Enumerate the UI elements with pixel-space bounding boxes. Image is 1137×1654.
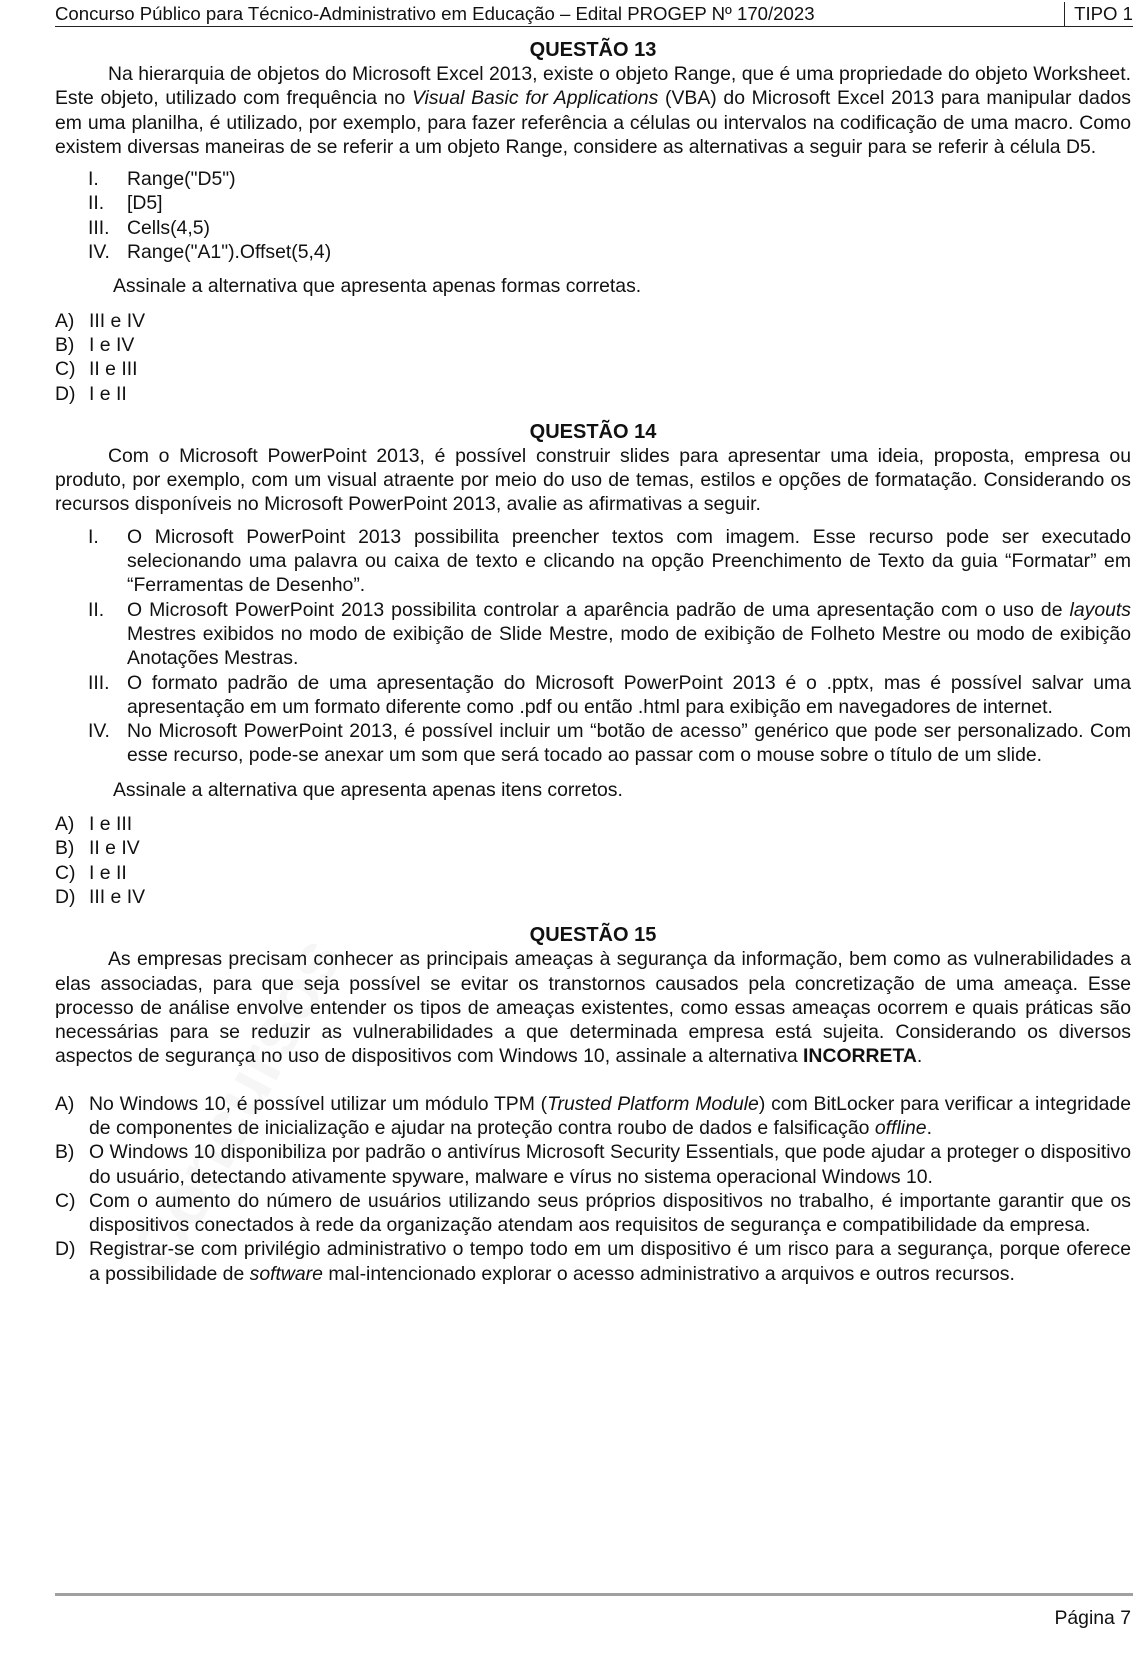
- option-text: I e III: [89, 813, 133, 836]
- option-text: mal-intencionado explorar o acesso administrativo a arquivos e outros recursos.: [322, 1262, 1015, 1285]
- option-text: II e IV: [89, 837, 140, 860]
- answer-option[interactable]: [55, 357, 1131, 381]
- statement-item: [55, 240, 1131, 264]
- statement-number: I.: [88, 168, 99, 191]
- answer-options: [55, 812, 1131, 909]
- statement-number: II.: [88, 192, 105, 215]
- statement-italic: layouts: [1069, 598, 1131, 621]
- option-letter: B): [55, 1141, 75, 1164]
- option-text: Registrar-se com privilégio administrativo o tempo todo em um dispositivo é um risco para a segurança, porque oferece a possibilidade de: [89, 1238, 1131, 1285]
- answer-option[interactable]: [55, 382, 1131, 406]
- statement-text: O Microsoft PowerPoint 2013 possibilita preencher textos com imagem. Esse recurso pode ser executado selecionando uma palavra ou caixa de texto e clicando na opção Preenchimento de Texto da guia “Formatar” em “Ferramentas de Desenho”.: [127, 525, 1131, 597]
- option-text: III e IV: [89, 309, 146, 332]
- option-letter: C): [55, 861, 76, 884]
- question-intro: Com o Microsoft PowerPoint 2013, é possível construir slides para apresentar uma ideia, proposta, empresa ou produto, por exemplo, com um visual atraente por meio do uso de temas, estilos e opções de formatação. Considerando os recursos disponíveis no Microsoft PowerPoint 2013, avalie as afirmativas a seguir.: [55, 444, 1131, 516]
- answer-option[interactable]: [55, 861, 1131, 885]
- answer-options: [55, 1092, 1131, 1286]
- option-letter: A): [55, 813, 75, 836]
- statement-number: II.: [88, 598, 105, 621]
- page-number: Página 7: [1054, 1607, 1131, 1629]
- answer-option[interactable]: [55, 1092, 1131, 1141]
- option-text: No Windows 10, é possível utilizar um módulo TPM (: [89, 1092, 548, 1115]
- question-15: [55, 923, 1131, 1286]
- option-text: I e IV: [89, 333, 135, 356]
- option-letter: D): [55, 1238, 76, 1261]
- exam-type: TIPO 1: [1064, 2, 1133, 26]
- statement-list: [55, 167, 1131, 264]
- option-letter: D): [55, 885, 76, 908]
- statement-item: [55, 671, 1131, 720]
- option-letter: C): [55, 358, 76, 381]
- option-text: I e II: [89, 861, 127, 884]
- statement-text: Range("D5"): [127, 168, 236, 191]
- question-prompt: Assinale a alternativa que apresenta apenas itens corretos.: [113, 778, 623, 801]
- statement-item: [55, 719, 1131, 768]
- option-text: Com o aumento do número de usuários utilizando seus próprios dispositivos no trabalho, é importante garantir que os dispositivos conectados à rede da organização atendam aos requisitos de segurança e compatibilidade da empresa.: [89, 1189, 1131, 1237]
- statement-number: IV.: [88, 720, 110, 743]
- page-header: [55, 2, 1133, 27]
- statement-number: III.: [88, 671, 110, 694]
- question-prompt: Assinale a alternativa que apresenta apenas formas corretas.: [113, 275, 642, 298]
- intro-text: (VBA) do Microsoft Excel 2013 para manipular dados em uma planilha, é utilizado, por exemplo, para fazer referência a células ou intervalos na codificação de uma macro. Como existem diversas maneiras de se referir a um objeto Range, considere as alternativas a seguir para se referir à célula D5.: [55, 87, 1132, 158]
- question-intro: [55, 62, 1131, 159]
- question-title: QUESTÃO 13: [529, 39, 657, 61]
- statement-number: I.: [88, 525, 99, 548]
- answer-option[interactable]: [55, 333, 1131, 357]
- statement-item: [55, 191, 1131, 215]
- statement-item: [55, 525, 1131, 598]
- exam-title: Concurso Público para Técnico-Administrativo em Educação – Edital PROGEP Nº 170/2023: [55, 3, 815, 24]
- option-italic: software: [249, 1262, 323, 1285]
- option-letter: C): [55, 1189, 76, 1212]
- answer-options: [55, 309, 1131, 406]
- option-letter: B): [55, 333, 75, 356]
- intro-italic: Visual Basic for Applications: [411, 87, 659, 110]
- answer-option[interactable]: [55, 836, 1131, 860]
- question-title: QUESTÃO 15: [529, 924, 657, 947]
- option-letter: A): [55, 1092, 75, 1115]
- question-14: [55, 420, 1131, 909]
- answer-option[interactable]: [55, 885, 1131, 909]
- question-title: QUESTÃO 14: [529, 420, 657, 443]
- statement-text: Range("A1").Offset(5,4): [127, 241, 332, 264]
- intro-text: Na hierarquia de objetos do Microsoft Excel 2013, existe o objeto Range, que é uma propriedade do objeto Worksheet. Este objeto, utilizado com frequência no: [55, 63, 1131, 110]
- answer-option[interactable]: [55, 812, 1131, 836]
- statement-item: [55, 167, 1131, 191]
- statement-item: [55, 598, 1131, 671]
- statement-number: III.: [88, 216, 110, 239]
- option-letter: A): [55, 309, 75, 332]
- statement-text: O formato padrão de uma apresentação do Microsoft PowerPoint 2013 é o .pptx, mas é possível salvar uma apresentação em um formato diferente como .pdf ou então .html para exibição em navegadores de internet.: [127, 671, 1131, 718]
- answer-option[interactable]: [55, 1237, 1131, 1286]
- statement-text: [D5]: [127, 192, 163, 215]
- answer-option[interactable]: [55, 309, 1131, 333]
- statement-item: [55, 216, 1131, 240]
- option-text: I e II: [89, 382, 127, 405]
- option-italic: offline: [874, 1116, 927, 1139]
- option-text: II e III: [89, 358, 138, 381]
- statement-text: O Microsoft PowerPoint 2013 possibilita controlar a aparência padrão de uma apresentação com o uso de: [127, 598, 1070, 621]
- option-text: O Windows 10 disponibiliza por padrão o antivírus Microsoft Security Essentials, que pode ajudar a proteger o dispositivo do usuário, detectando ativamente spyware, malware e vírus no sistema operacional Windows 10.: [89, 1141, 1131, 1188]
- question-intro: [55, 947, 1131, 1068]
- answer-option[interactable]: [55, 1189, 1131, 1238]
- option-text: .: [926, 1116, 932, 1139]
- option-text: III e IV: [89, 885, 146, 908]
- answer-option[interactable]: [55, 1140, 1131, 1189]
- footer-divider: [55, 1593, 1133, 1596]
- statement-list: [55, 525, 1131, 768]
- option-letter: D): [55, 382, 76, 405]
- option-letter: B): [55, 837, 75, 860]
- statement-number: IV.: [88, 241, 110, 264]
- question-13: [55, 38, 1131, 406]
- statement-text: Cells(4,5): [127, 216, 210, 239]
- intro-bold: INCORRETA: [803, 1045, 917, 1068]
- page-content: [55, 38, 1131, 1286]
- option-italic: Trusted Platform Module: [547, 1092, 759, 1115]
- statement-text: Mestres exibidos no modo de exibição de Slide Mestre, modo de exibição de Folheto Mestre ou modo de exibição Anotações Mestras.: [127, 622, 1131, 670]
- statement-text: No Microsoft PowerPoint 2013, é possível incluir um “botão de acesso” genérico que pode ser personalizado. Com esse recurso, pode-se anexar um som que será tocado ao passar com o mouse sobre o título de um slide.: [127, 720, 1131, 767]
- intro-text: .: [916, 1045, 923, 1068]
- intro-text: As empresas precisam conhecer as principais ameaças à segurança da informação, bem como as vulnerabilidades a elas associadas, para que seja possível se evitar os transtornos causados pela concretização de uma ameaça. Esse processo de análise envolve entender os tipos de ameaças existentes, como essas ameaças ocorrem e quais práticas são necessárias para se reduzir as vulnerabilidades a que determinada empresa está sujeita. Considerando os diversos aspectos de segurança no uso de dispositivos com Windows 10, assinale a alternativa: [55, 948, 1131, 1068]
- option-text: ) com BitLocker para verificar a integridade de componentes de inicialização e ajudar na proteção contra roubo de dados e falsificação: [89, 1092, 1131, 1139]
